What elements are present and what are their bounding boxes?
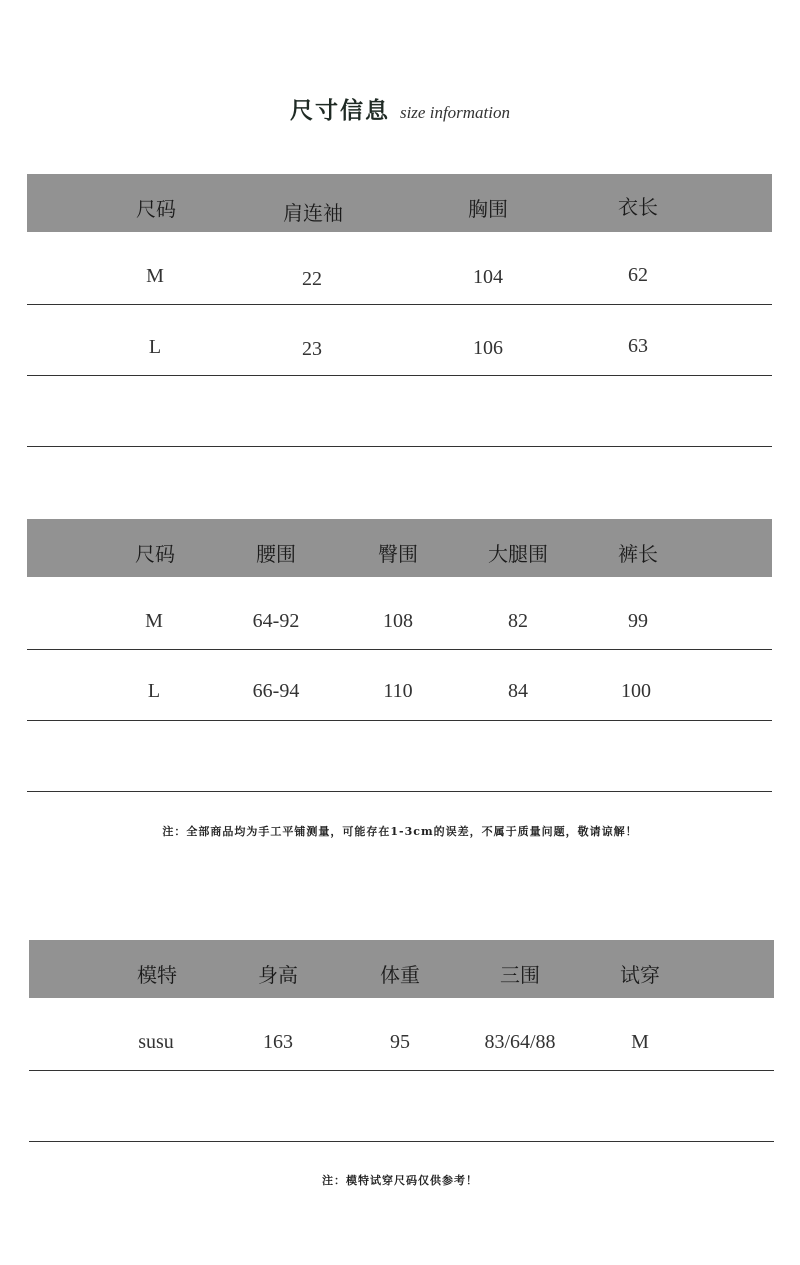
cell-measurements: 83/64/88: [484, 1031, 556, 1053]
title-chinese: 尺寸信息: [289, 97, 390, 124]
cell-size: M: [145, 610, 163, 632]
header-weight: 体重: [380, 963, 420, 987]
cell-shoulder-sleeve: 23: [302, 338, 322, 360]
cell-size: M: [146, 265, 164, 287]
header-thigh: 大腿围: [488, 542, 548, 566]
header-chest: 胸围: [468, 197, 508, 221]
measurement-note: 注：全部商品均为手工平铺测量，可能存在1-3cm的误差，不属于质量问题，敬请谅解！: [162, 825, 638, 838]
header-size: 尺码: [135, 542, 175, 566]
table-header: [29, 940, 774, 998]
cell-tried-size: M: [631, 1031, 649, 1053]
model-note: 注：模特试穿尺码仅供参考！: [322, 1174, 478, 1187]
cell-pants-length: 99: [628, 610, 648, 632]
cell-model: susu: [138, 1031, 174, 1053]
cell-size: L: [148, 336, 162, 358]
cell-weight: 95: [390, 1031, 410, 1053]
cell-waist: 66-94: [252, 680, 300, 702]
cell-thigh: 84: [508, 680, 528, 702]
size-table-pants: [27, 519, 772, 792]
header-tried-size: 试穿: [620, 963, 660, 987]
cell-chest: 104: [473, 266, 503, 288]
row-divider: [29, 1070, 774, 1071]
row-divider: [27, 446, 772, 447]
header-pants-length: 裤长: [618, 542, 658, 566]
cell-chest: 106: [473, 337, 503, 359]
row-divider: [27, 791, 772, 792]
header-measurements: 三围: [500, 963, 540, 987]
row-divider: [29, 1141, 774, 1142]
cell-thigh: 82: [508, 610, 528, 632]
table-header: [27, 174, 772, 232]
table-header: [27, 519, 772, 577]
cell-length: 63: [628, 335, 648, 357]
header-model: 模特: [137, 963, 177, 987]
header-length: 衣长: [618, 195, 658, 219]
model-table: [29, 940, 774, 1142]
row-divider: [27, 720, 772, 721]
page-title: [0, 92, 800, 125]
title-english: size information: [399, 103, 511, 122]
cell-height: 163: [263, 1031, 293, 1053]
cell-size: L: [147, 680, 161, 702]
row-divider: [27, 304, 772, 305]
cell-pants-length: 100: [621, 680, 651, 702]
size-table-top: [27, 174, 772, 447]
cell-shoulder-sleeve: 22: [302, 268, 322, 290]
header-height: 身高: [258, 963, 298, 987]
row-divider: [27, 375, 772, 376]
header-hip: 臀围: [378, 542, 418, 566]
header-waist: 腰围: [256, 542, 296, 566]
cell-hip: 110: [383, 680, 413, 702]
cell-waist: 64-92: [252, 610, 300, 632]
header-size: 尺码: [136, 197, 176, 221]
header-shoulder-sleeve: 肩连袖: [283, 201, 343, 225]
row-divider: [27, 649, 772, 650]
cell-hip: 108: [383, 610, 413, 632]
cell-length: 62: [628, 264, 648, 286]
